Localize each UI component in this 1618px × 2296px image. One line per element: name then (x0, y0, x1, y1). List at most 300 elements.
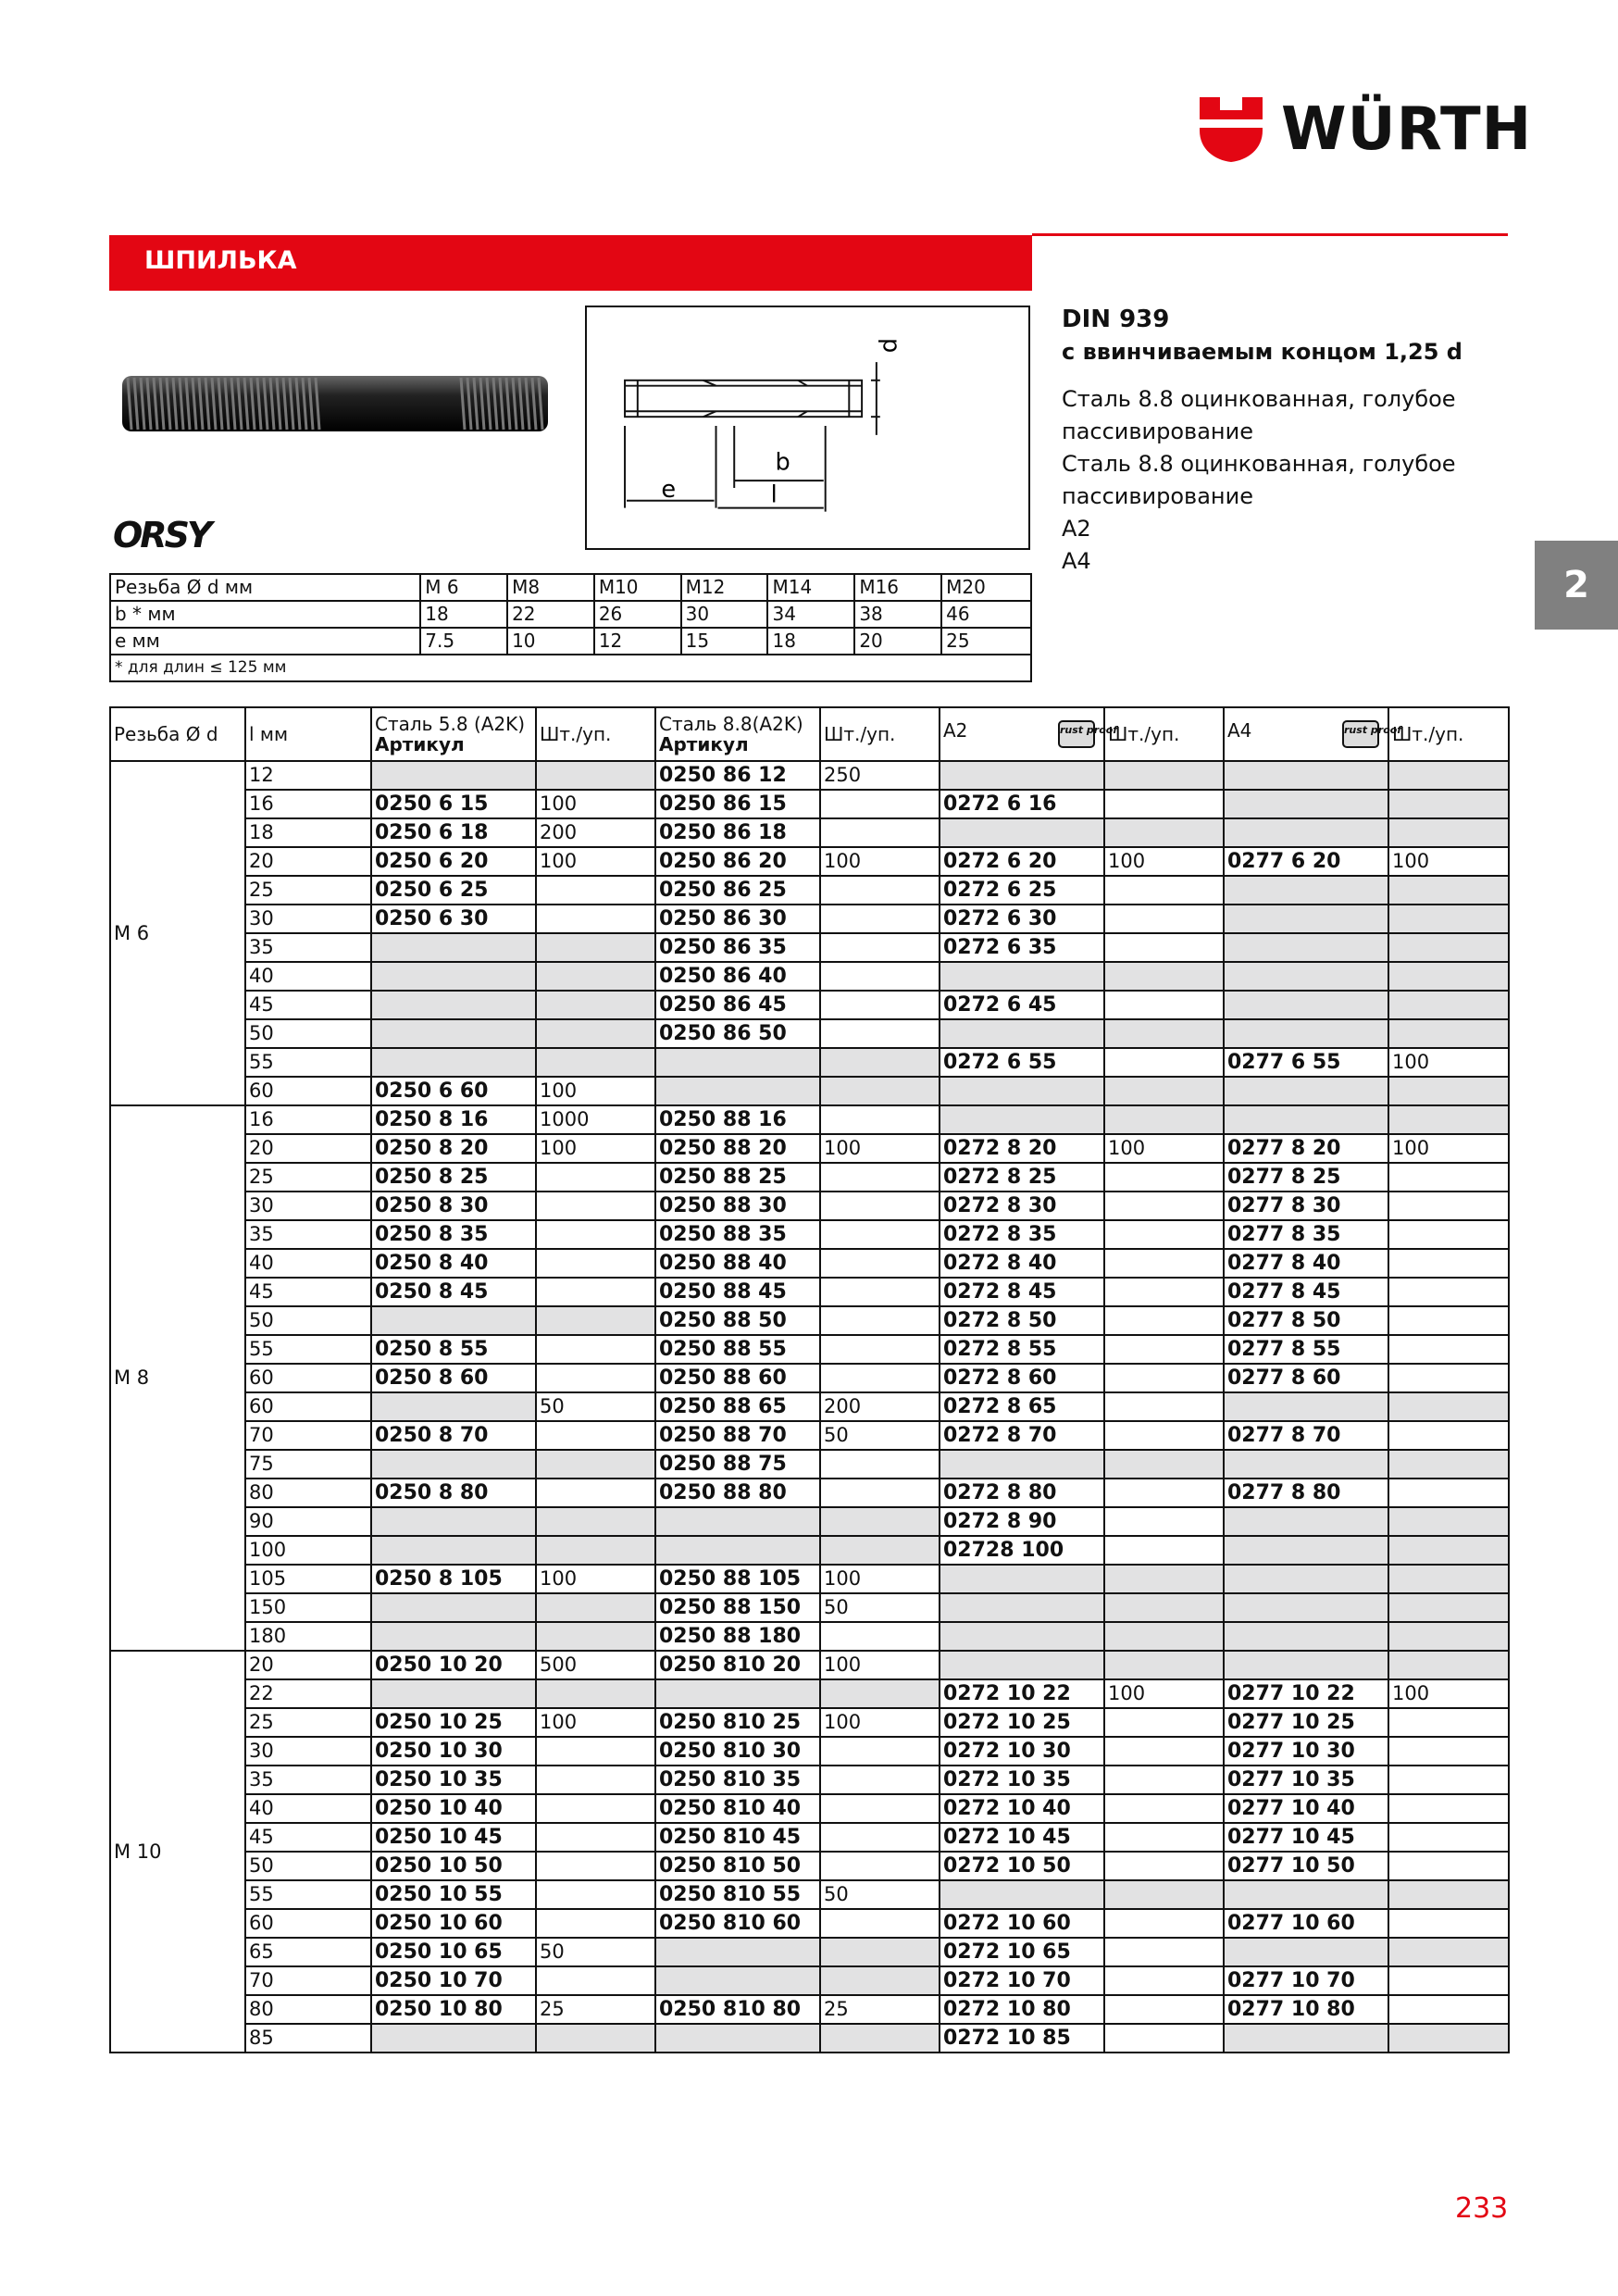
logo-text: WÜRTH (1281, 95, 1533, 164)
article-58 (371, 1593, 536, 1622)
table-row (110, 1966, 1509, 1995)
pack-88 (820, 933, 940, 962)
article-a2: 0272 10 50 (940, 1852, 1104, 1880)
pack-a4 (1388, 1823, 1509, 1852)
table-row (110, 1507, 1509, 1536)
page-number: 233 (1455, 2192, 1509, 2225)
table-row (110, 1163, 1509, 1192)
dims-row-label: b * мм (110, 601, 420, 628)
pack-a2 (1104, 1192, 1224, 1220)
article-58 (371, 1622, 536, 1651)
article-a4 (1224, 761, 1388, 790)
article-58: 0250 8 45 (371, 1278, 536, 1306)
pack-58 (536, 962, 655, 991)
rust-proof-badge-icon: rust proof (1342, 720, 1379, 748)
article-a4: 0277 8 50 (1224, 1306, 1388, 1335)
article-a4 (1224, 1105, 1388, 1134)
pack-88 (820, 1938, 940, 1966)
article-58 (371, 1450, 536, 1479)
pack-a2: 100 (1104, 847, 1224, 876)
article-58: 0250 8 40 (371, 1249, 536, 1278)
article-88 (655, 1077, 820, 1105)
article-a4 (1224, 790, 1388, 818)
article-a2: 0272 8 35 (940, 1220, 1104, 1249)
table-row (110, 1421, 1509, 1450)
pack-88 (820, 1192, 940, 1220)
length-cell: 30 (245, 1737, 371, 1766)
table-row (110, 818, 1509, 847)
article-88: 0250 88 40 (655, 1249, 820, 1278)
article-a2 (940, 818, 1104, 847)
table-row (110, 1306, 1509, 1335)
dimensions-table (109, 573, 1032, 682)
section-tab[interactable]: 2 (1535, 541, 1618, 630)
article-a4 (1224, 876, 1388, 905)
pack-88 (820, 1737, 940, 1766)
table-row (110, 847, 1509, 876)
pack-88: 100 (820, 1651, 940, 1679)
pack-a4 (1388, 1852, 1509, 1880)
pack-a2 (1104, 1938, 1224, 1966)
pack-88 (820, 1622, 940, 1651)
article-a4 (1224, 1450, 1388, 1479)
article-58: 0250 8 70 (371, 1421, 536, 1450)
dims-row-label: e мм (110, 628, 420, 655)
pack-88: 100 (820, 1565, 940, 1593)
table-row (110, 1192, 1509, 1220)
article-a2: 0272 10 40 (940, 1794, 1104, 1823)
standard-name: DIN 939 (1062, 306, 1170, 333)
article-a4: 0277 10 70 (1224, 1966, 1388, 1995)
article-88: 0250 88 105 (655, 1565, 820, 1593)
pack-58: 200 (536, 818, 655, 847)
article-58: 0250 8 16 (371, 1105, 536, 1134)
dims-row (110, 628, 1031, 655)
pack-88 (820, 1278, 940, 1306)
pack-a2 (1104, 1220, 1224, 1249)
pack-58: 1000 (536, 1105, 655, 1134)
table-row (110, 1766, 1509, 1794)
header-steel58 (371, 707, 536, 761)
dims-cell: 46 (941, 601, 1031, 628)
table-row (110, 1364, 1509, 1392)
table-row (110, 1479, 1509, 1507)
length-cell: 180 (245, 1622, 371, 1651)
length-cell: 20 (245, 847, 371, 876)
article-a2: 0272 6 20 (940, 847, 1104, 876)
dims-cell: M12 (681, 574, 768, 601)
length-cell: 40 (245, 1794, 371, 1823)
pack-a4: 100 (1388, 1134, 1509, 1163)
length-cell: 12 (245, 761, 371, 790)
article-a4 (1224, 1593, 1388, 1622)
article-a4: 0277 8 55 (1224, 1335, 1388, 1364)
pack-a2 (1104, 1105, 1224, 1134)
header-article: Артикул (375, 733, 465, 755)
pack-a4 (1388, 1593, 1509, 1622)
article-88: 0250 88 150 (655, 1593, 820, 1622)
pack-a2 (1104, 933, 1224, 962)
length-cell: 35 (245, 1220, 371, 1249)
pack-58: 100 (536, 1077, 655, 1105)
drawing-label-l: l (770, 480, 778, 509)
article-88: 0250 88 75 (655, 1450, 820, 1479)
pack-88 (820, 1909, 940, 1938)
pack-58: 50 (536, 1392, 655, 1421)
article-a2: 0272 10 65 (940, 1938, 1104, 1966)
article-88: 0250 810 60 (655, 1909, 820, 1938)
article-a2: 0272 8 45 (940, 1278, 1104, 1306)
article-58 (371, 2024, 536, 2053)
pack-a4 (1388, 2024, 1509, 2053)
article-88: 0250 810 50 (655, 1852, 820, 1880)
article-a4: 0277 10 60 (1224, 1909, 1388, 1938)
article-58: 0250 10 25 (371, 1708, 536, 1737)
pack-88 (820, 1163, 940, 1192)
article-88 (655, 1966, 820, 1995)
pack-a2 (1104, 1364, 1224, 1392)
article-58 (371, 962, 536, 991)
pack-58 (536, 1364, 655, 1392)
pack-a4 (1388, 1278, 1509, 1306)
dims-row (110, 574, 1031, 601)
header-pack: Шт./уп. (1104, 707, 1224, 761)
pack-a4 (1388, 1479, 1509, 1507)
article-a2: 0272 10 30 (940, 1737, 1104, 1766)
thread-cell: M 8 (110, 1105, 245, 1651)
article-58: 0250 8 55 (371, 1335, 536, 1364)
table-row (110, 1019, 1509, 1048)
pack-a2 (1104, 1335, 1224, 1364)
table-row (110, 1220, 1509, 1249)
table-row (110, 1938, 1509, 1966)
pack-a4 (1388, 1966, 1509, 1995)
pack-a2 (1104, 1880, 1224, 1909)
pack-a2 (1104, 790, 1224, 818)
pack-58 (536, 991, 655, 1019)
pack-a4 (1388, 1306, 1509, 1335)
header-a2 (940, 707, 1118, 761)
pack-a2 (1104, 1278, 1224, 1306)
dims-cell: 10 (507, 628, 594, 655)
pack-58 (536, 1048, 655, 1077)
header-a4 (1224, 707, 1402, 761)
article-a2 (940, 1622, 1104, 1651)
pack-58 (536, 1192, 655, 1220)
pack-a4 (1388, 1880, 1509, 1909)
pack-58 (536, 1019, 655, 1048)
pack-58 (536, 1766, 655, 1794)
article-a2: 02728 100 (940, 1536, 1104, 1565)
article-a4: 0277 8 80 (1224, 1479, 1388, 1507)
dims-cell: 38 (854, 601, 941, 628)
article-a2: 0272 6 45 (940, 991, 1104, 1019)
length-cell: 70 (245, 1421, 371, 1450)
article-a2 (940, 962, 1104, 991)
article-88: 0250 810 40 (655, 1794, 820, 1823)
header-length: l мм (245, 707, 371, 761)
dims-cell: M 6 (420, 574, 507, 601)
pack-58 (536, 1335, 655, 1364)
pack-a2 (1104, 991, 1224, 1019)
pack-88 (820, 1048, 940, 1077)
pack-88: 250 (820, 761, 940, 790)
article-88: 0250 86 15 (655, 790, 820, 818)
table-row (110, 1450, 1509, 1479)
article-58: 0250 10 70 (371, 1966, 536, 1995)
article-a4: 0277 10 35 (1224, 1766, 1388, 1794)
pack-58 (536, 1593, 655, 1622)
article-58: 0250 6 15 (371, 790, 536, 818)
table-row (110, 2024, 1509, 2053)
article-88: 0250 88 70 (655, 1421, 820, 1450)
article-88: 0250 88 60 (655, 1364, 820, 1392)
length-cell: 50 (245, 1306, 371, 1335)
pack-88 (820, 1823, 940, 1852)
article-58: 0250 6 20 (371, 847, 536, 876)
pack-a4: 100 (1388, 1048, 1509, 1077)
pack-a4 (1388, 1019, 1509, 1048)
article-a2: 0272 10 45 (940, 1823, 1104, 1852)
thread-cell: M 10 (110, 1651, 245, 2053)
pack-58 (536, 933, 655, 962)
article-a2: 0272 6 16 (940, 790, 1104, 818)
pack-a4: 100 (1388, 1679, 1509, 1708)
article-58 (371, 1507, 536, 1536)
pack-88 (820, 1507, 940, 1536)
table-row (110, 1593, 1509, 1622)
pack-a2 (1104, 1048, 1224, 1077)
article-88: 0250 88 45 (655, 1278, 820, 1306)
pack-88 (820, 1794, 940, 1823)
article-a4: 0277 10 80 (1224, 1995, 1388, 2024)
pack-88 (820, 905, 940, 933)
material-line: A4 (1062, 548, 1091, 574)
pack-a2 (1104, 1536, 1224, 1565)
pack-58: 100 (536, 847, 655, 876)
pack-a4: 100 (1388, 847, 1509, 876)
table-row (110, 761, 1509, 790)
header-steel88-label: Сталь 8.8(A2K) (659, 713, 803, 735)
dims-cell: 15 (681, 628, 768, 655)
article-a4 (1224, 991, 1388, 1019)
article-a4 (1224, 1077, 1388, 1105)
article-88: 0250 86 45 (655, 991, 820, 1019)
article-a2: 0272 10 80 (940, 1995, 1104, 2024)
table-row (110, 1852, 1509, 1880)
pack-a4 (1388, 1737, 1509, 1766)
article-a2: 0272 8 40 (940, 1249, 1104, 1278)
article-88 (655, 1048, 820, 1077)
pack-a2 (1104, 1593, 1224, 1622)
length-cell: 20 (245, 1134, 371, 1163)
pack-58: 100 (536, 790, 655, 818)
article-a4: 0277 8 40 (1224, 1249, 1388, 1278)
article-88: 0250 810 80 (655, 1995, 820, 2024)
header-a2-label: A2 (943, 719, 968, 742)
pack-58 (536, 1450, 655, 1479)
article-88: 0250 810 55 (655, 1880, 820, 1909)
article-88: 0250 88 180 (655, 1622, 820, 1651)
pack-58 (536, 1536, 655, 1565)
pack-a2 (1104, 1708, 1224, 1737)
pack-58 (536, 905, 655, 933)
pack-a2 (1104, 1450, 1224, 1479)
dims-cell: 30 (681, 601, 768, 628)
pack-a4 (1388, 1249, 1509, 1278)
table-row (110, 1134, 1509, 1163)
dims-cell: 12 (594, 628, 681, 655)
article-a4: 0277 10 22 (1224, 1679, 1388, 1708)
dims-row-label: Резьба Ø d мм (110, 574, 420, 601)
article-58: 0250 8 60 (371, 1364, 536, 1392)
length-cell: 40 (245, 1249, 371, 1278)
article-a4 (1224, 933, 1388, 962)
table-row (110, 1392, 1509, 1421)
material-line: Сталь 8.8 оцинкованная, голубое пассивирование (1062, 451, 1456, 509)
article-88 (655, 1679, 820, 1708)
header-rule (1032, 233, 1508, 236)
article-a2: 0272 8 80 (940, 1479, 1104, 1507)
pack-88: 25 (820, 1995, 940, 2024)
header-pack: Шт./уп. (820, 707, 940, 761)
pack-a2 (1104, 905, 1224, 933)
article-88 (655, 1938, 820, 1966)
pack-a2 (1104, 1766, 1224, 1794)
pack-a2 (1104, 1622, 1224, 1651)
pack-a2 (1104, 1794, 1224, 1823)
article-a4: 0277 8 60 (1224, 1364, 1388, 1392)
article-a4 (1224, 1651, 1388, 1679)
article-58: 0250 10 20 (371, 1651, 536, 1679)
article-a4 (1224, 1392, 1388, 1421)
pack-a4 (1388, 1565, 1509, 1593)
table-row (110, 1880, 1509, 1909)
material-line: Сталь 8.8 оцинкованная, голубое пассивирование (1062, 386, 1456, 444)
pack-a4 (1388, 1192, 1509, 1220)
pack-88 (820, 1364, 940, 1392)
table-row (110, 1278, 1509, 1306)
pack-58: 500 (536, 1651, 655, 1679)
pack-a4 (1388, 905, 1509, 933)
pack-88 (820, 790, 940, 818)
length-cell: 105 (245, 1565, 371, 1593)
article-58 (371, 933, 536, 962)
pack-a4 (1388, 1766, 1509, 1794)
pack-88: 100 (820, 847, 940, 876)
pack-58: 25 (536, 1995, 655, 2024)
length-cell: 30 (245, 905, 371, 933)
pack-a2 (1104, 1077, 1224, 1105)
material-line: A2 (1062, 516, 1091, 542)
pack-88: 200 (820, 1392, 940, 1421)
dims-footnote-row (110, 655, 1031, 681)
pack-58 (536, 761, 655, 790)
article-table (109, 706, 1510, 2053)
pack-58 (536, 1823, 655, 1852)
article-a4 (1224, 1880, 1388, 1909)
dims-cell: M16 (854, 574, 941, 601)
table-row (110, 1565, 1509, 1593)
article-a4 (1224, 818, 1388, 847)
length-cell: 150 (245, 1593, 371, 1622)
pack-a4 (1388, 1794, 1509, 1823)
pack-58 (536, 1278, 655, 1306)
article-a4: 0277 8 30 (1224, 1192, 1388, 1220)
article-a2 (940, 761, 1104, 790)
product-subtitle: с ввинчиваемым концом 1,25 d (1062, 339, 1462, 365)
pack-58 (536, 1794, 655, 1823)
table-row (110, 1249, 1509, 1278)
pack-a2 (1104, 1995, 1224, 2024)
length-cell: 25 (245, 1163, 371, 1192)
article-88: 0250 86 20 (655, 847, 820, 876)
article-a4 (1224, 1536, 1388, 1565)
article-58 (371, 761, 536, 790)
pack-a4 (1388, 1105, 1509, 1134)
article-a2: 0272 10 25 (940, 1708, 1104, 1737)
article-58: 0250 10 80 (371, 1995, 536, 2024)
pack-58 (536, 1249, 655, 1278)
length-cell: 75 (245, 1450, 371, 1479)
article-a4: 0277 10 50 (1224, 1852, 1388, 1880)
article-88: 0250 86 12 (655, 761, 820, 790)
pack-58 (536, 1163, 655, 1192)
pack-58: 50 (536, 1938, 655, 1966)
article-a2 (940, 1019, 1104, 1048)
length-cell: 35 (245, 1766, 371, 1794)
pack-a4 (1388, 818, 1509, 847)
table-row (110, 1105, 1509, 1134)
table-row (110, 790, 1509, 818)
article-a2: 0272 8 50 (940, 1306, 1104, 1335)
article-58: 0250 10 45 (371, 1823, 536, 1852)
stud-photo (118, 368, 552, 439)
article-58: 0250 10 65 (371, 1938, 536, 1966)
pack-a2 (1104, 1163, 1224, 1192)
pack-58 (536, 1909, 655, 1938)
pack-a4 (1388, 1335, 1509, 1364)
table-row (110, 1536, 1509, 1565)
pack-88 (820, 1105, 940, 1134)
article-a2: 0272 6 55 (940, 1048, 1104, 1077)
pack-58 (536, 876, 655, 905)
article-88: 0250 86 30 (655, 905, 820, 933)
length-cell: 60 (245, 1909, 371, 1938)
article-58 (371, 991, 536, 1019)
table-row (110, 1708, 1509, 1737)
article-a4: 0277 8 70 (1224, 1421, 1388, 1450)
article-88: 0250 88 80 (655, 1479, 820, 1507)
dims-row (110, 601, 1031, 628)
article-88: 0250 88 55 (655, 1335, 820, 1364)
article-a2: 0272 6 30 (940, 905, 1104, 933)
pack-58 (536, 1479, 655, 1507)
article-58 (371, 1019, 536, 1048)
page-title: ШПИЛЬКА (144, 246, 297, 275)
pack-a2 (1104, 761, 1224, 790)
length-cell: 60 (245, 1364, 371, 1392)
article-58: 0250 8 105 (371, 1565, 536, 1593)
header-article: Артикул (659, 733, 749, 755)
technical-drawing (585, 306, 1030, 550)
pack-a2 (1104, 962, 1224, 991)
pack-a4 (1388, 1995, 1509, 2024)
title-bar (109, 235, 1032, 291)
article-a2 (940, 1450, 1104, 1479)
pack-a2 (1104, 1507, 1224, 1536)
drawing-label-d: d (875, 337, 903, 354)
